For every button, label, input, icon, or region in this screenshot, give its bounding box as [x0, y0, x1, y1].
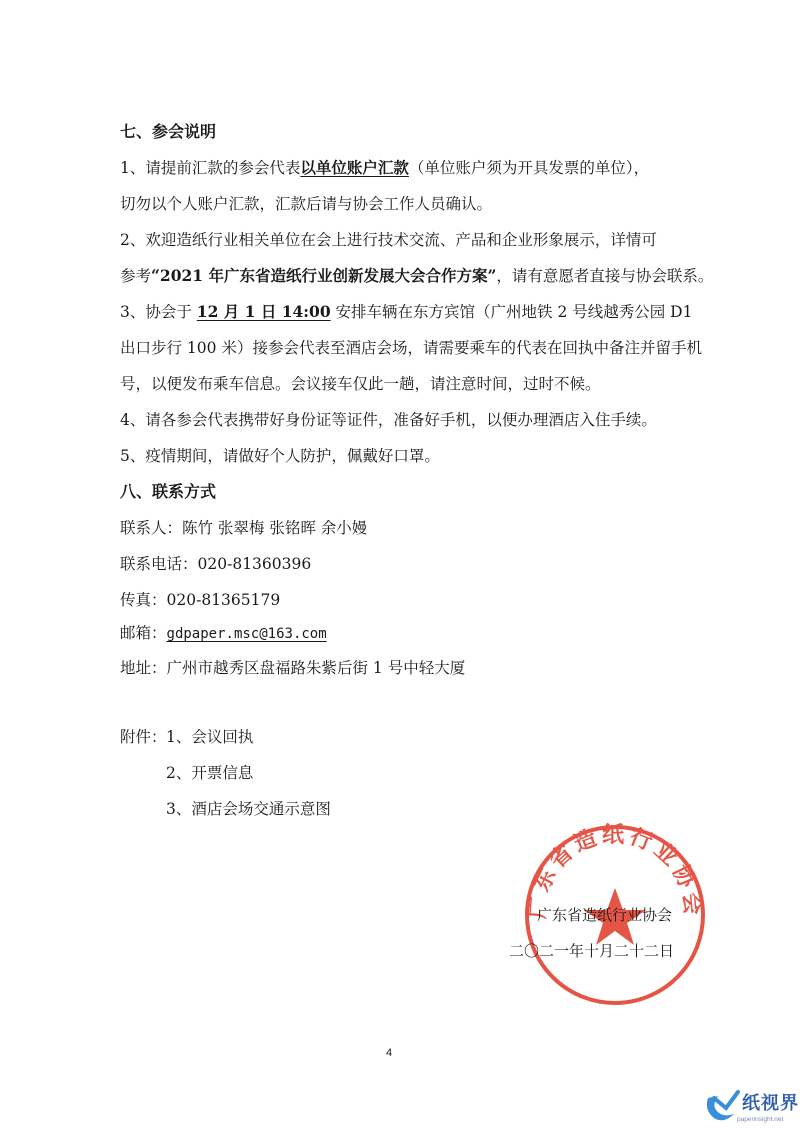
item-1-suffix: （单位账户须为开具发票的单位）， — [408, 159, 650, 177]
item-1-emphasis: 以单位账户汇款 — [300, 158, 409, 177]
section-7-item-2: 2、欢迎造纸行业相关单位在会上进行技术交流、产品和企业形象展示，详情可 — [120, 231, 657, 249]
phone-label: 联系电话： — [120, 555, 198, 573]
phone-value: 020-81360396 — [197, 555, 312, 573]
signature-date: 二〇二一年十月二十二日 — [509, 942, 675, 960]
contact-phone — [120, 553, 311, 575]
section-7-item-1 — [120, 157, 684, 179]
seal-text: 广东省造纸行业协会 — [524, 822, 706, 920]
section-7-item-4: 4、请各参会代表携带好身份证等证件，准备好手机，以便办理酒店入住手续。 — [120, 411, 657, 429]
item-2-emphasis: “2021 年广东省造纸行业创新发展大会合作方案” — [151, 266, 497, 285]
item-2-suffix: ，请有意愿者直接与协会联系。 — [496, 267, 714, 285]
fax-value: 020-81365179 — [166, 591, 281, 609]
page-number: 4 — [386, 1047, 393, 1059]
section-7-item-3 — [120, 301, 692, 323]
section-7-item-3-line-2: 出口步行 100 米）接参会代表至酒店会场，请需要乘车的代表在回执中备注并留手机 — [120, 339, 702, 357]
attachment-item: 2、开票信息 — [166, 764, 254, 782]
fax-label: 传真： — [120, 591, 167, 609]
watermark-name: 纸视界 — [742, 1093, 799, 1114]
email-label: 邮箱： — [120, 624, 167, 642]
item-3-emphasis: 12 月 1 日 14:00 — [196, 302, 331, 321]
attachment-item: 1、会议回执 — [166, 728, 254, 746]
item-3-suffix: 安排车辆在东方宾馆（广州地铁 2 号线越秀公园 D1 — [330, 303, 693, 321]
signature-organization: 广东省造纸行业协会 — [537, 906, 673, 924]
contact-people: 联系人：陈竹 张翠梅 张铭晖 余小嫚 — [120, 519, 368, 537]
item-3-prefix: 3、协会于 — [120, 303, 197, 321]
section-7-item-3-line-3: 号，以便发布乘车信息。会议接车仅此一趟，请注意时间，过时不候。 — [120, 375, 601, 393]
attachments-label: 附件： — [120, 728, 167, 746]
contact-email — [120, 622, 327, 645]
section-7-item-5: 5、疫情期间，请做好个人防护，佩戴好口罩。 — [120, 447, 440, 465]
section-7-item-1-line-2: 切勿以个人账户汇款，汇款后请与协会工作人员确认。 — [120, 195, 493, 213]
item-1-prefix: 1、请提前汇款的参会代表 — [120, 159, 301, 177]
item-2-prefix: 参考 — [120, 267, 152, 285]
contact-fax — [120, 589, 280, 611]
section-7-heading: 七、参会说明 — [120, 122, 217, 141]
contact-address: 地址：广州市越秀区盘福路朱紫后街 1 号中轻大厦 — [120, 659, 466, 677]
section-8-heading: 八、联系方式 — [120, 482, 217, 501]
attachment-item: 3、酒店会场交通示意图 — [166, 800, 331, 818]
email-link[interactable]: gdpaper.msc@163.com — [166, 626, 327, 642]
watermark-url: paperinsight.net — [737, 1116, 784, 1123]
section-7-item-2-line-2 — [120, 265, 713, 287]
